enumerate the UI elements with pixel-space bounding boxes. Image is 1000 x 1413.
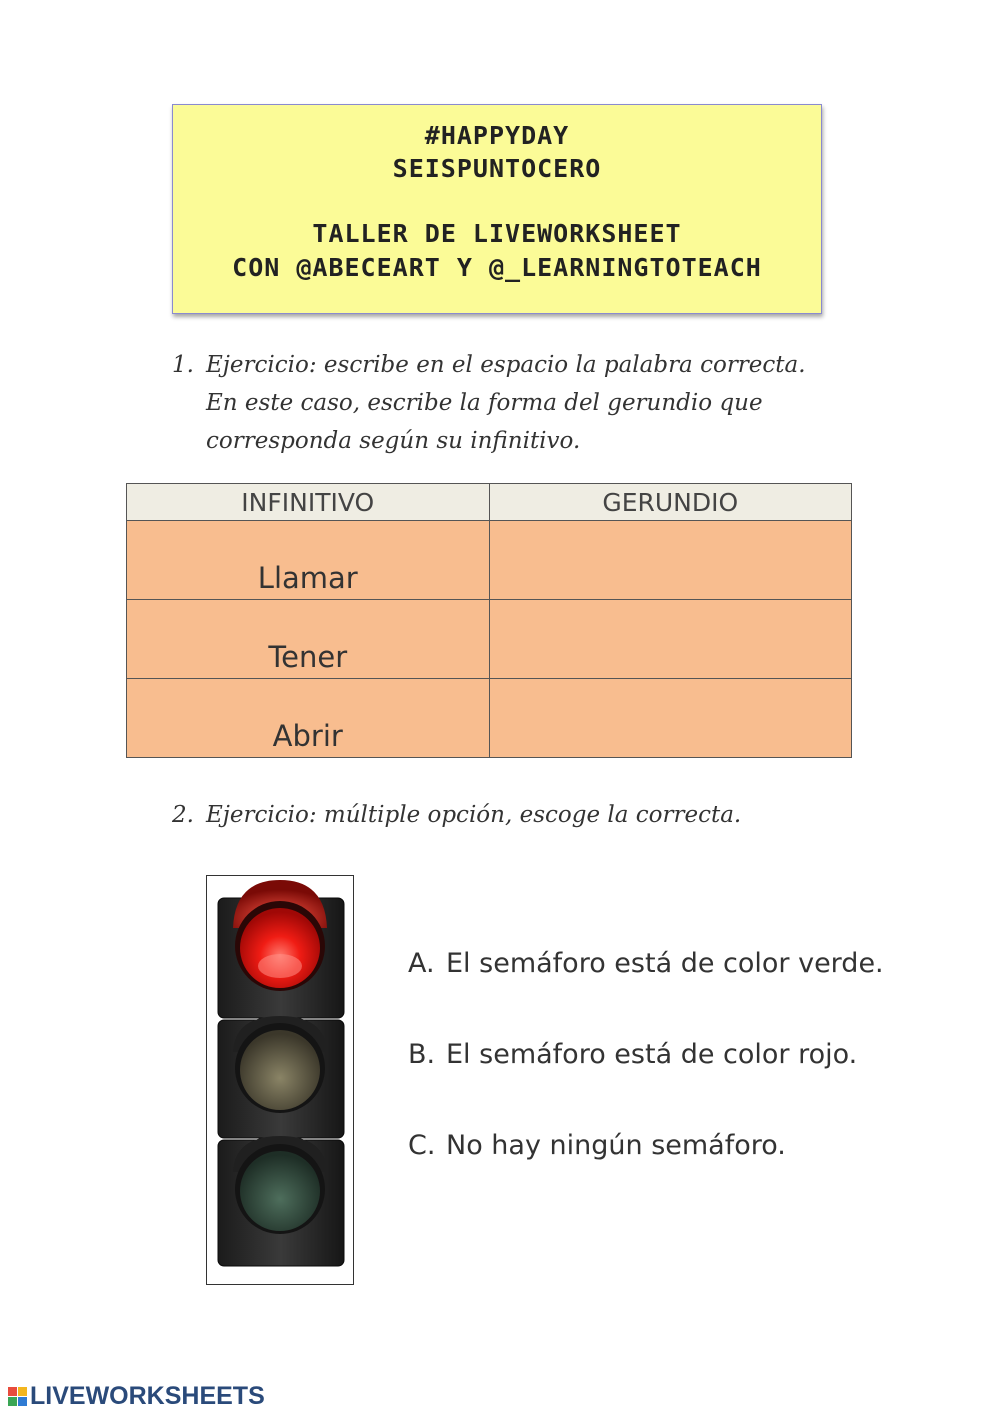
logo-text: LIVEWORKSHEETS xyxy=(30,1382,265,1410)
exercise-1-instructions xyxy=(172,346,806,460)
verb-table xyxy=(126,483,852,758)
infinitive-text: Llamar xyxy=(257,561,358,595)
exercise-2-instructions xyxy=(172,796,742,834)
exercise-1-line-2: En este caso, escribe la forma del gerundio que xyxy=(206,390,763,416)
infinitive-cell xyxy=(127,600,490,679)
liveworksheets-logo xyxy=(8,1382,265,1411)
traffic-light-icon xyxy=(207,876,353,1284)
header-hashtag: #HAPPYDAY xyxy=(424,121,570,150)
table-header-row xyxy=(127,484,852,521)
column-header-infinitive: INFINITIVO xyxy=(127,484,490,521)
gerund-answer-field[interactable] xyxy=(489,679,852,758)
header-subtitle: SEISPUNTOCERO xyxy=(392,154,602,183)
exercise-2-number: 2. xyxy=(172,802,194,828)
header-workshop: TALLER DE LIVEWORKSHEET xyxy=(312,219,682,248)
option-a-text: El semáforo está de color verde. xyxy=(446,948,884,979)
table-row xyxy=(127,600,852,679)
option-b-letter: B. xyxy=(408,1039,436,1070)
infinitive-cell xyxy=(127,679,490,758)
gerund-answer-field[interactable] xyxy=(489,521,852,600)
infinitive-text: Tener xyxy=(268,640,348,674)
traffic-light-image xyxy=(206,875,354,1285)
table-row xyxy=(127,521,852,600)
logo-grid-icon xyxy=(8,1387,27,1406)
infinitive-cell xyxy=(127,521,490,600)
exercise-2-line: Ejercicio: múltiple opción, escoge la correcta. xyxy=(206,802,742,828)
option-a[interactable] xyxy=(408,948,884,979)
infinitive-text: Abrir xyxy=(272,719,343,753)
column-header-gerund: GERUNDIO xyxy=(489,484,852,521)
exercise-1-number: 1. xyxy=(172,352,194,378)
option-c-text: No hay ningún semáforo. xyxy=(446,1130,786,1161)
option-c-letter: C. xyxy=(408,1130,436,1161)
option-a-letter: A. xyxy=(408,948,435,979)
exercise-1-line-3: corresponda según su infinitivo. xyxy=(206,428,581,454)
option-c[interactable] xyxy=(408,1130,786,1161)
header-banner xyxy=(172,104,822,314)
option-b-text: El semáforo está de color rojo. xyxy=(446,1039,858,1070)
gerund-answer-field[interactable] xyxy=(489,600,852,679)
header-credits: CON @ABECEART Y @_LEARNINGTOTEACH xyxy=(232,253,762,282)
table-row xyxy=(127,679,852,758)
option-b[interactable] xyxy=(408,1039,857,1070)
exercise-1-line-1: Ejercicio: escribe en el espacio la palabra correcta. xyxy=(206,352,806,378)
